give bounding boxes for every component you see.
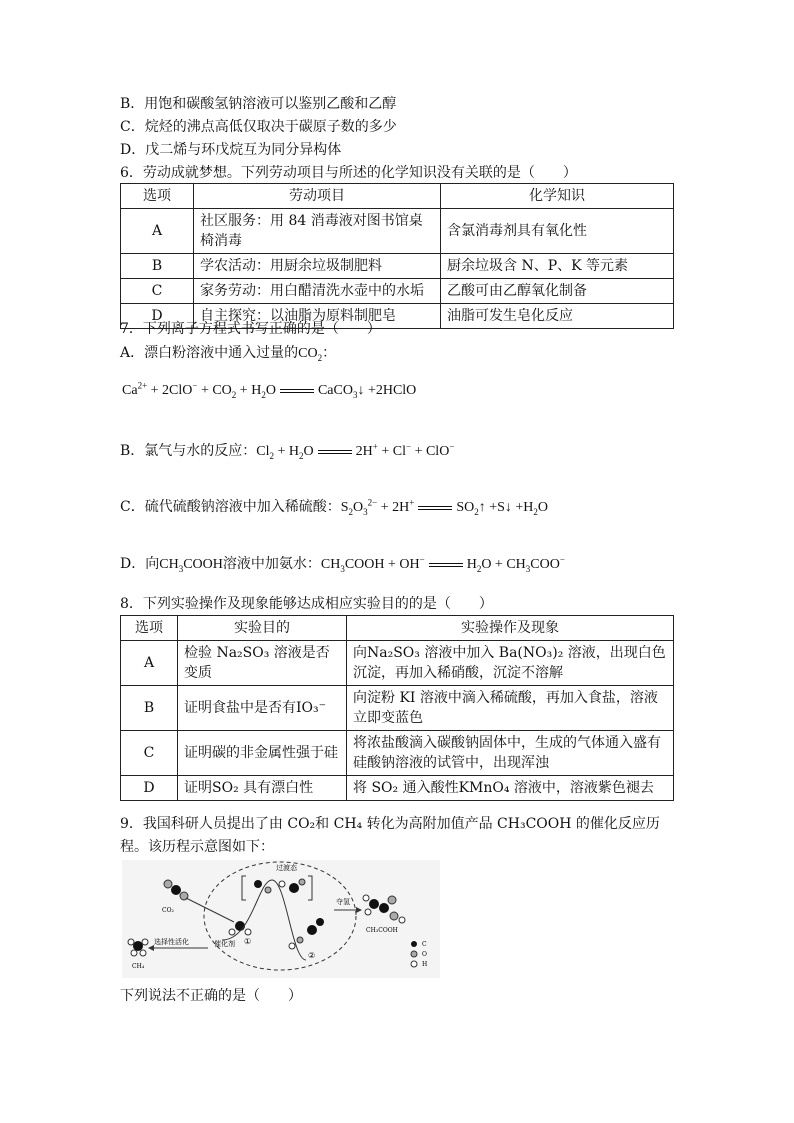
selective-activation-label: 选择性活化: [154, 938, 189, 946]
table-row: [121, 254, 674, 279]
q7-a-equation: $Ca^{2+} + 2ClO^- + CO_2 + H_2O$ CaCO$_3$↓ +2HClO: [122, 380, 417, 400]
q6-cell: 社区服务：用 84 消毒液对图书馆桌椅消毒: [194, 209, 441, 254]
q8-cell: 将 SO₂ 通入酸性KMnO₄ 溶液中，溶液紫色褪去: [347, 776, 674, 801]
q7-option-a: A．漂白粉溶液中通入过量的$CO_2$：: [120, 345, 337, 363]
q8-cell: C: [121, 731, 178, 776]
catalyst-label: 催化剂: [214, 940, 235, 948]
q5-option-c: C．烷烃的沸点高低仅取决于碳原子数的多少: [120, 119, 397, 135]
q6-cell: B: [121, 254, 194, 279]
reaction-mechanism-diagram: [122, 860, 440, 978]
seize-h-label: 夺氢: [336, 898, 350, 906]
q8-cell: B: [121, 686, 178, 731]
q6-cell: C: [121, 279, 194, 304]
q7-option-d: D．向$CH_3COOH$溶液中加氨水：$CH_3COOH + OH^-$ $H_2O + CH_3COO^-$: [120, 554, 565, 574]
q6-header: 化学知识: [441, 184, 674, 209]
q6-cell: 自主探究：以油脂为原料制肥皂: [194, 304, 441, 329]
q7-d-label-1: D．向: [120, 556, 160, 572]
q8-cell: 将浓盐酸滴入碳酸钠固体中，生成的气体通入盛有硅酸钠溶液的试管中，出现浑浊: [347, 731, 674, 776]
q6-table: [120, 183, 674, 329]
q6-stem: 6．劳动成就梦想。下列劳动项目与所述的化学知识没有关联的是（ ）: [120, 165, 577, 181]
q8-header: 选项: [121, 616, 178, 641]
q6-header: 劳动项目: [194, 184, 441, 209]
q8-table: [120, 615, 674, 801]
table-row: [121, 209, 674, 254]
q8-cell: 向Na₂SO₃ 溶液中加入 Ba(NO₃)₂ 溶液，出现白色沉淀，再加入稀硝酸，沉淀不溶解: [347, 641, 674, 686]
legend-o: O: [422, 951, 427, 958]
q5-option-d: D．戊二烯与环戊烷互为同分异构体: [120, 142, 342, 158]
q6-cell: 学农活动：用厨余垃圾制肥料: [194, 254, 441, 279]
step-1-label: ①: [244, 937, 252, 946]
q8-cell: 检验 Na₂SO₃ 溶液是否变质: [178, 641, 347, 686]
q6-cell: 家务劳动：用白醋清洗水壶中的水垢: [194, 279, 441, 304]
q6-cell: 乙酸可由乙醇氧化制备: [441, 279, 674, 304]
q8-cell: 证明碳的非金属性强于硅: [178, 731, 347, 776]
q7-stem: 7．下列离子方程式书写正确的是（ ）: [120, 321, 381, 337]
q9-stem-line-2: 程。该历程示意图如下：: [120, 839, 274, 855]
q7-a-label: A．漂白粉溶液中通入过量的: [120, 345, 299, 361]
q7-d-label-2: 溶液中加氨水：: [222, 556, 321, 572]
q8-cell: A: [121, 641, 178, 686]
q8-stem: 8．下列实验操作及现象能够达成相应实验目的的是（ ）: [120, 596, 493, 612]
q8-cell: 向淀粉 KI 溶液中滴入稀硫酸，再加入食盐，溶液立即变蓝色: [347, 686, 674, 731]
table-row: [121, 776, 674, 801]
q9-question: 下列说法不正确的是（ ）: [120, 988, 302, 1004]
q6-cell: A: [121, 209, 194, 254]
q6-cell: D: [121, 304, 194, 329]
transition-state-label: 过渡态: [276, 864, 297, 872]
q6-header: 选项: [121, 184, 194, 209]
step-2-label: ②: [308, 951, 316, 960]
q7-option-c: C．硫代硫酸钠溶液中加入稀硫酸：$S_2O_3^{2-} + 2H^+$ $SO_2↑$ +S↓ $+H_2O$: [120, 497, 549, 517]
q8-cell: 证明食盐中是否有IO₃⁻: [178, 686, 347, 731]
q6-cell: 含氯消毒剂具有氧化性: [441, 209, 674, 254]
q7-option-b: B．氯气与水的反应：$Cl_2 + H_2O$ 2H+ + Cl− + ClO−: [120, 441, 455, 461]
product-label: CH₃COOH: [366, 927, 398, 934]
table-row: [121, 686, 674, 731]
q8-cell: D: [121, 776, 178, 801]
q5-option-b: B．用饱和碳酸氢钠溶液可以鉴别乙酸和乙醇: [120, 96, 397, 112]
legend-c: C: [422, 941, 427, 948]
table-row: [121, 731, 674, 776]
q7-c-label: C．硫代硫酸钠溶液中加入稀硫酸：: [120, 499, 341, 515]
table-row: [121, 279, 674, 304]
q6-cell: 油脂可发生皂化反应: [441, 304, 674, 329]
q7-b-label: B．氯气与水的反应：: [120, 443, 257, 459]
q8-header: 实验操作及现象: [347, 616, 674, 641]
q6-cell: 厨余垃圾含 N、P、K 等元素: [441, 254, 674, 279]
ch4-label: CH₄: [132, 963, 145, 970]
q8-cell: 证明SO₂ 具有漂白性: [178, 776, 347, 801]
co2-label: CO₂: [162, 907, 174, 914]
table-row: [121, 641, 674, 686]
legend-h: H: [422, 961, 428, 968]
q8-header: 实验目的: [178, 616, 347, 641]
q9-stem-line-1: 9．我国科研人员提出了由 CO₂和 CH₄ 转化为高附加值产品 CH₃COOH 的催化反应历: [120, 816, 660, 832]
